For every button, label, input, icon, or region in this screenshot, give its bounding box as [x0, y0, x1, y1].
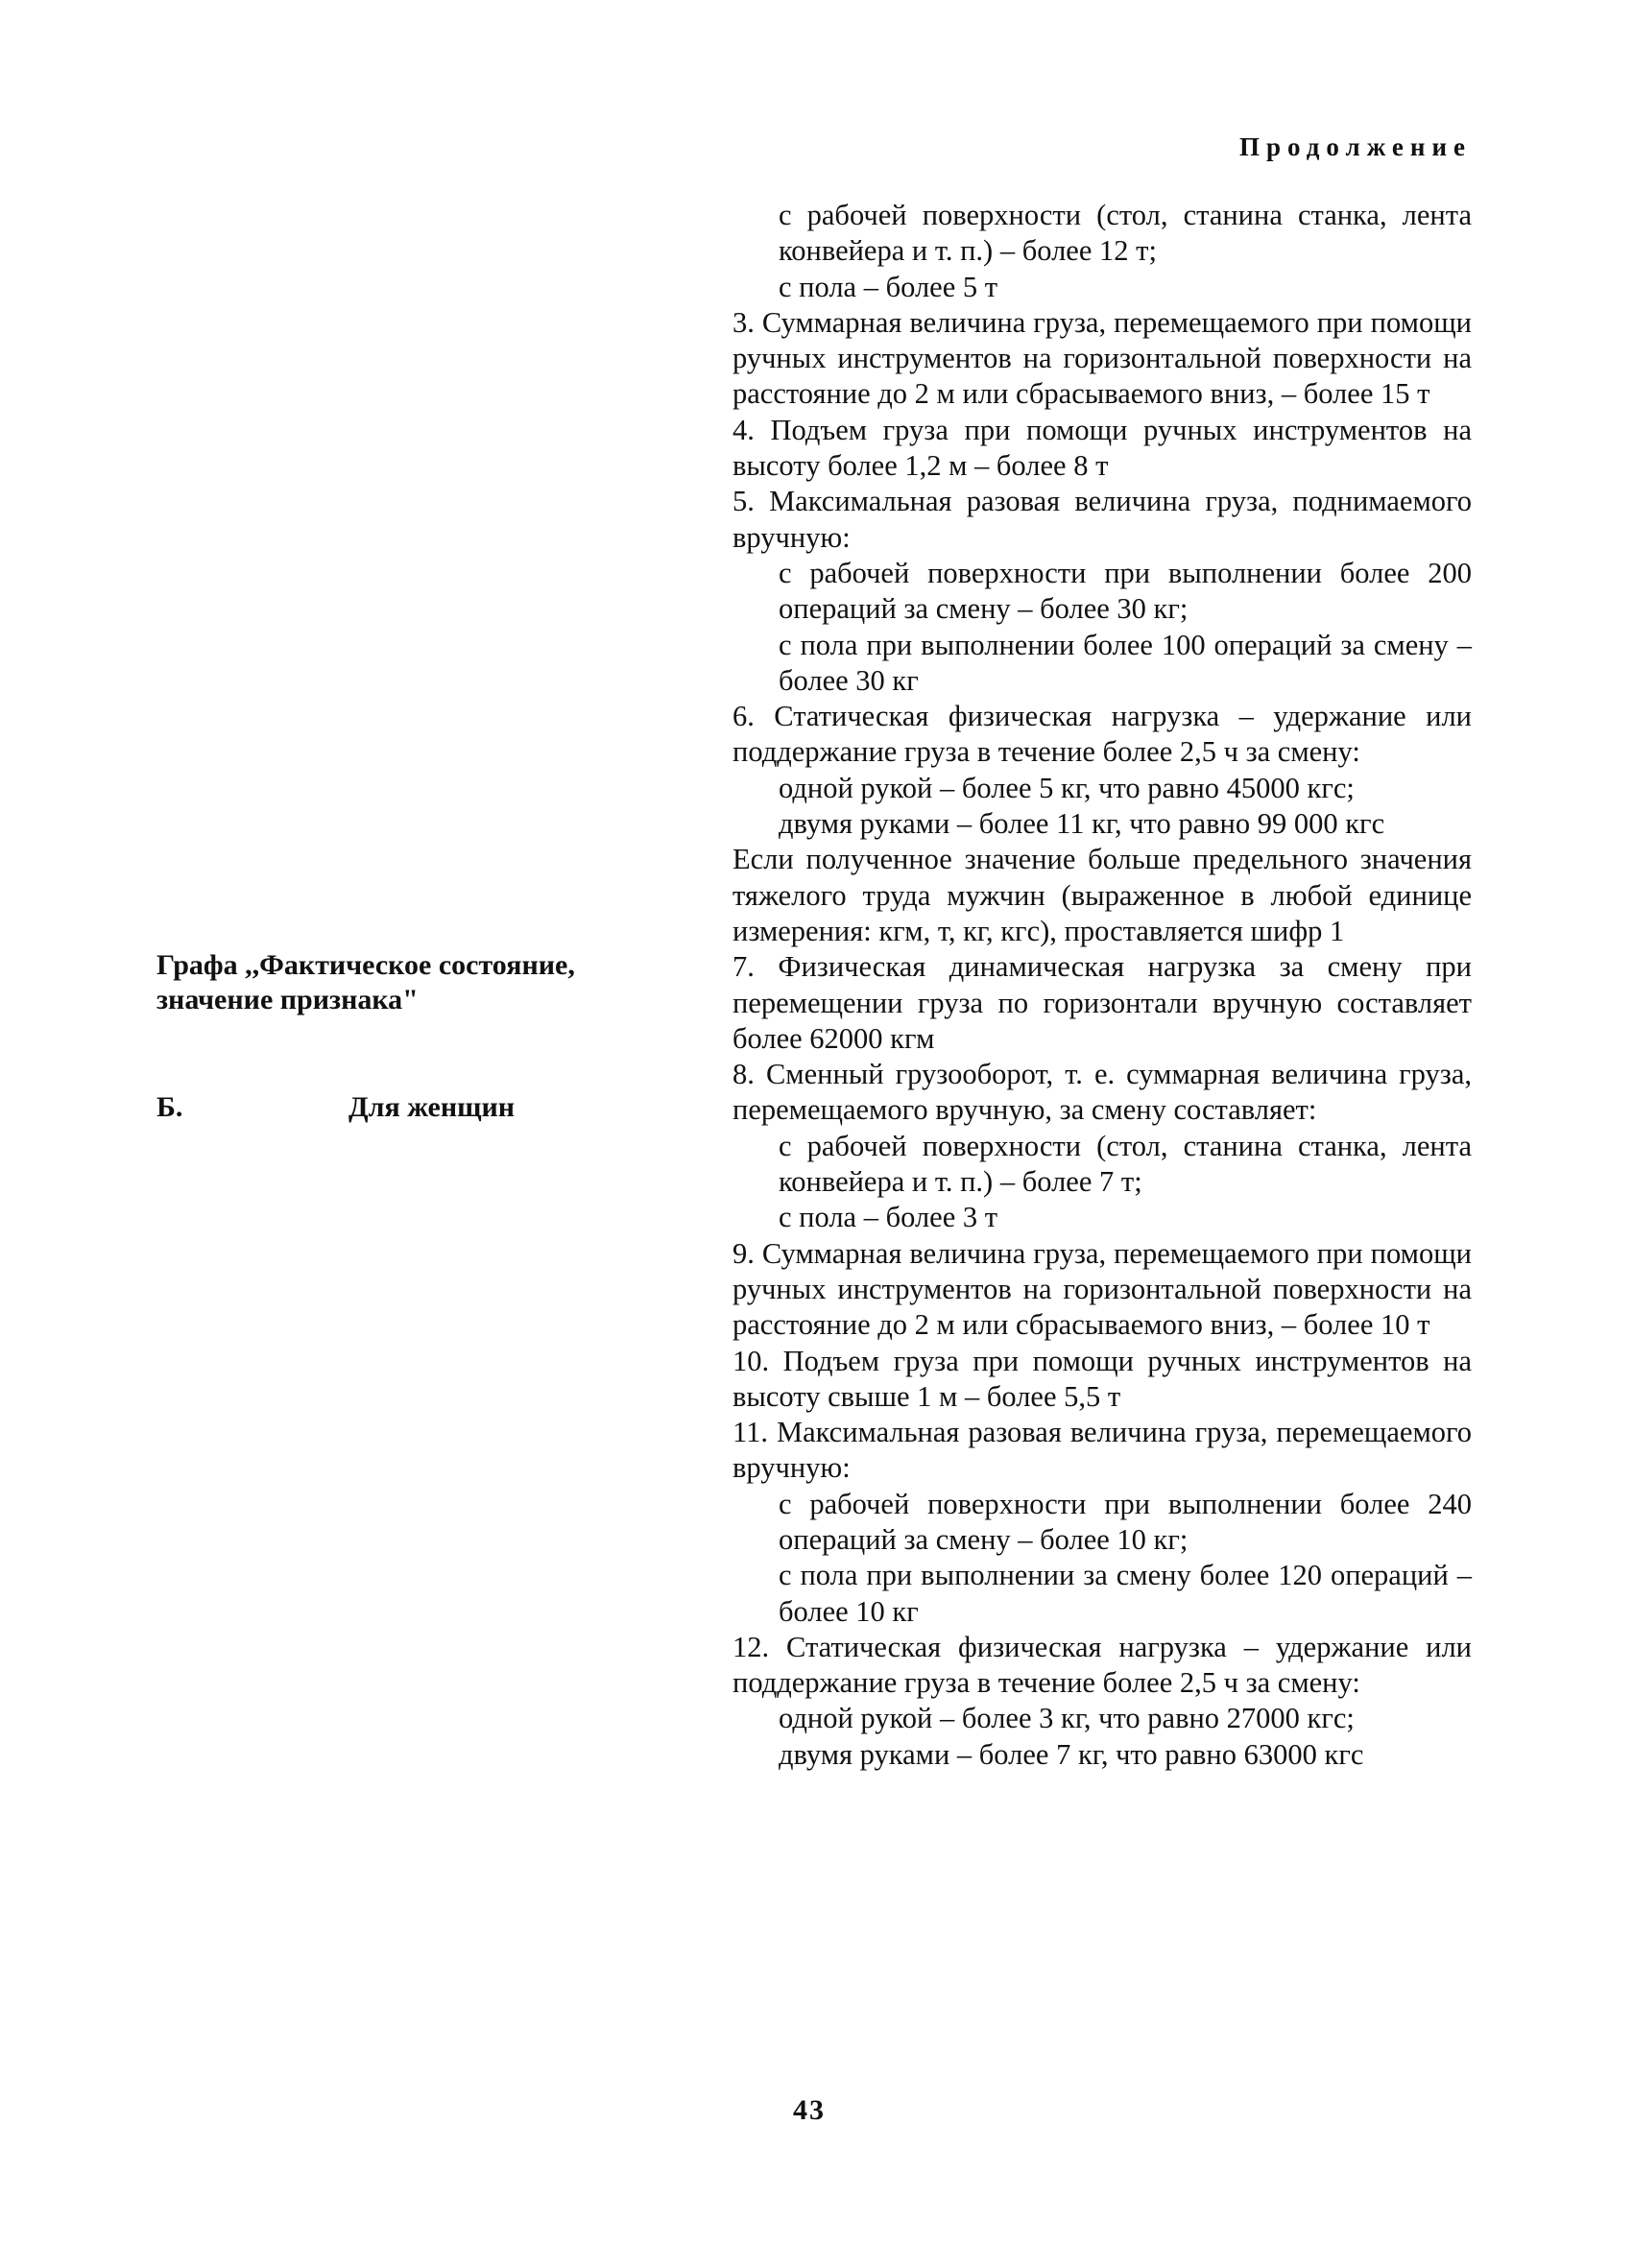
- text-block: с рабочей поверхности при выполнении более 200 операций за смену – более 30 кг;: [779, 556, 1472, 626]
- text-block: с рабочей поверхности (стол, станина станка, лента конвейера и т. п.) – более 12 т;: [779, 199, 1472, 268]
- text-block: 9. Суммарная величина груза, перемещаемого при помощи ручных инструментов на горизонтальной поверхности на расстояние до 2 м или сбрасываемого вниз, – более 10 т: [732, 1236, 1472, 1342]
- text-block: двумя руками – более 11 кг, что равно 99 000 кгс: [779, 807, 1385, 841]
- text-block: с пола – более 5 т: [779, 270, 998, 303]
- text-block: 11. Максимальная разовая величина груза, перемещаемого вручную:: [732, 1416, 1472, 1485]
- text-block: одной рукой – более 5 кг, что равно 45000 кгс;: [779, 771, 1355, 804]
- text-block: одной рукой – более 3 кг, что равно 27000 кгс;: [779, 1702, 1355, 1735]
- section-heading: [156, 1090, 656, 1125]
- text-block: Если полученное значение больше предельного значения тяжелого труда мужчин (выраженное в любой единице измерения: кгм, т, кг, кгс), проставляется шифр 1: [732, 843, 1472, 947]
- text-block: с рабочей поверхности (стол, станина станка, лента конвейера и т. п.) – более 7 т;: [779, 1129, 1472, 1199]
- section-title: Для женщин: [348, 1091, 516, 1123]
- text-block: 5. Максимальная разовая величина груза, поднимаемого вручную:: [732, 485, 1472, 554]
- right-column: [732, 198, 1472, 1773]
- text-block: 6. Статическая физическая нагрузка – удержание или поддержание груза в течение более 2,5 ч за смену:: [732, 700, 1472, 769]
- text-block: 8. Сменный грузооборот, т. е. суммарная величина груза, перемещаемого вручную, за смену составляет:: [732, 1058, 1472, 1127]
- text-block: 3. Суммарная величина груза, перемещаемого при помощи ручных инструментов на горизонтальной поверхности на расстояние до 2 м или сбрасываемого вниз, – более 15 т: [732, 305, 1472, 411]
- text-block: с пола при выполнении более 100 операций за смену – более 30 кг: [779, 628, 1472, 697]
- text-block: с рабочей поверхности при выполнении более 240 операций за смену – более 10 кг;: [779, 1487, 1472, 1556]
- continuation-header: Продолжение: [1239, 132, 1472, 161]
- text-block: 10. Подъем груза при помощи ручных инструментов на высоту свыше 1 м – более 5,5 т: [732, 1344, 1472, 1413]
- grafa-label: Графа ,,Фактическое состояние, значение признака": [156, 949, 575, 1015]
- text-block: 4. Подъем груза при помощи ручных инструментов на высоту более 1,2 м – более 8 т: [732, 413, 1472, 483]
- section-letter: Б.: [156, 1091, 183, 1123]
- text-block: с пола при выполнении за смену более 120 операций – более 10 кг: [779, 1559, 1472, 1628]
- text-block: двумя руками – более 7 кг, что равно 63000 кгс: [779, 1737, 1364, 1771]
- text-block: 7. Физическая динамическая нагрузка за смену при перемещении груза по горизонтали вручную составляет более 62000 кгм: [732, 950, 1472, 1055]
- text-block: с пола – более 3 т: [779, 1201, 998, 1234]
- text-block: 12. Статическая физическая нагрузка – удержание или поддержание груза в течение более 2,5 ч за смену:: [732, 1630, 1472, 1700]
- left-column: [156, 948, 656, 1123]
- page-number: 43: [793, 2094, 826, 2126]
